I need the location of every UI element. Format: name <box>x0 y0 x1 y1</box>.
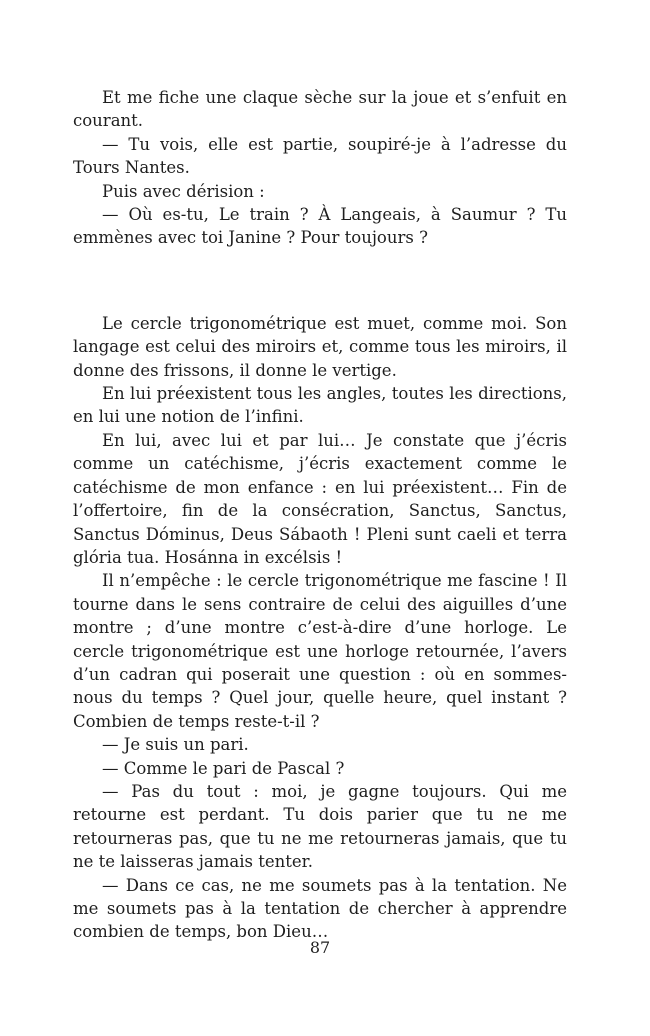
paragraph: En lui, avec lui et par lui… Je constate que j’écris comme un catéchisme, j’écris exactement comme le catéchisme de mon enfance : en lui préexistent… Fin de l’offertoire, fin de la consécration, Sanctus, Sanctus, Sanctus Dóminus, Deus Sábaoth ! Pleni sunt caeli et terra glória tua. Hosánna in excélsis ! <box>73 430 567 567</box>
section-cercle-trigonometrique <box>73 312 567 944</box>
paragraph: — Pas du tout : moi, je gagne toujours. Qui me retourne est perdant. Tu dois parier que tu ne me retourneras pas, que tu ne me retourneras jamais, que tu ne te laisseras jamais tenter. <box>73 781 567 872</box>
paragraph: Puis avec dérision : <box>102 181 265 201</box>
page-number: 87 <box>309 938 331 957</box>
paragraph: Et me fiche une claque sèche sur la joue et s’enfuit en courant. <box>73 88 567 131</box>
paragraph: — Je suis un pari. <box>102 735 249 755</box>
paragraph: — Comme le pari de Pascal ? <box>102 758 345 778</box>
paragraph: Il n’empêche : le cercle trigonométrique me fascine ! Il tourne dans le sens contraire de celui des aiguilles d’une montre ; d’une montre c’est-à-dire d’une horloge. Le cercle trigonométrique est une horloge retournée, l’avers d’un cadran qui poserait une question : où en sommes-nous du temps ? Quel jour, quelle heure, quel instant ? Combien de temps reste-t-il ? <box>73 571 567 731</box>
section-dialogue-train <box>73 86 567 250</box>
paragraph: — Dans ce cas, ne me soumets pas à la tentation. Ne me soumets pas à la tentation de chercher à apprendre combien de temps, bon Dieu… <box>73 875 567 942</box>
paragraph: — Où es-tu, Le train ? À Langeais, à Saumur ? Tu emmènes avec toi Janine ? Pour toujours ? <box>73 205 567 248</box>
page-footer <box>73 938 567 958</box>
paragraph: Le cercle trigonométrique est muet, comme moi. Son langage est celui des miroirs et, comme tous les miroirs, il donne des frissons, il donne le vertige. <box>73 313 567 380</box>
paragraph: En lui préexistent tous les angles, toutes les directions, en lui une notion de l’infini. <box>73 384 567 427</box>
paragraph: — Tu vois, elle est partie, soupiré-je à l’adresse du Tours Nantes. <box>73 134 567 178</box>
page-text-block <box>73 86 567 944</box>
